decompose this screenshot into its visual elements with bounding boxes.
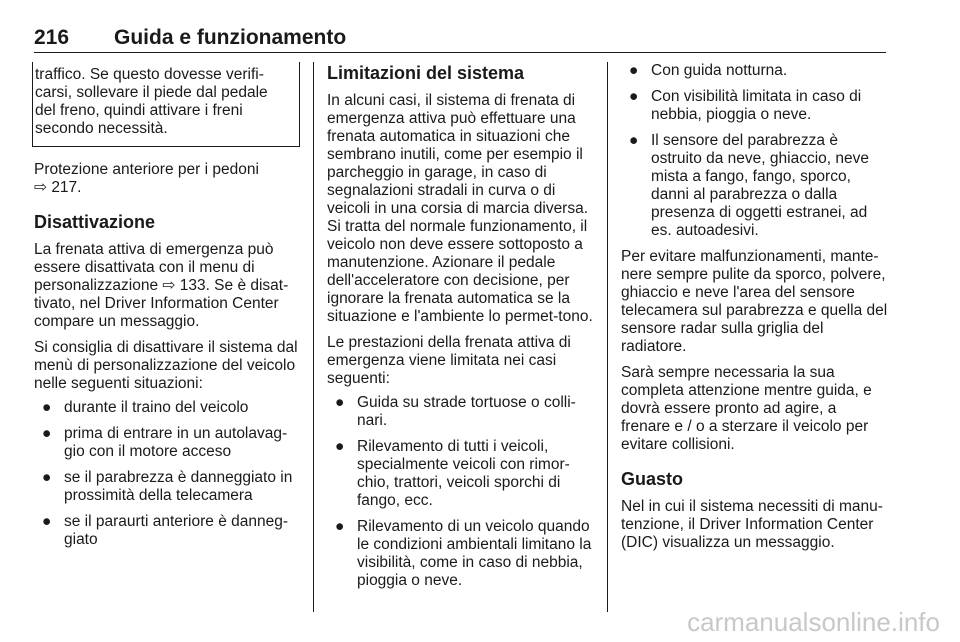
bullet-icon: ● <box>42 399 52 416</box>
column-divider <box>607 62 608 612</box>
watermark: carmanualsonline.info <box>687 607 940 637</box>
deactivation-heading: Disattivazione <box>34 212 156 232</box>
recommendation-paragraph: Si consiglia di disattivare il sistema dal menù di personalizzazione del veicolo nelle seguenti situazioni: <box>34 339 298 392</box>
bullet-icon: ● <box>42 425 52 442</box>
arrow-right-icon: ⇨ <box>34 179 47 196</box>
fault-paragraph: Nel in cui il sistema necessiti di manu-tenzione, il Driver Information Center (DIC) visualizza un messaggio. <box>621 498 883 551</box>
arrow-right-icon: ⇨ <box>162 277 176 294</box>
note-text: traffico. Se questo dovesse verifi-carsi, sollevare il piede dal pedale del freno, quindi attivare i freni secondo necessità. <box>35 66 268 137</box>
list-item: ● se il parabrezza è danneggiato in prossimità della telecamera <box>42 469 293 504</box>
bullet-icon: ● <box>42 513 52 530</box>
section-title: Guida e funzionamento <box>114 26 347 49</box>
bullet-icon: ● <box>335 394 345 411</box>
fault-heading: Guasto <box>621 469 684 489</box>
list-item: ● Con visibilità limitata in caso di nebbia, pioggia o neve. <box>629 88 862 123</box>
bullet-icon: ● <box>629 88 639 105</box>
list-item: ● Rilevamento di tutti i veicoli, specialmente veicoli con rimor-chio, trattori, veicoli sporchi di fango, ecc. <box>335 438 570 509</box>
bullet-icon: ● <box>629 62 639 79</box>
deactivation-text-a: La frenata attiva di emergenza può essere disattivata con il menu di personalizzazione <box>34 241 274 294</box>
limitations-heading: Limitazioni del sistema <box>327 63 525 83</box>
list-item: ● se il paraurti anteriore è danneg-giato <box>42 513 289 548</box>
bullet-icon: ● <box>335 518 345 535</box>
list-item: ● durante il traino del veicolo <box>42 399 249 416</box>
limitations-paragraph: In alcuni casi, il sistema di frenata di emergenza attiva può effettuare una frenata automatica in situazioni che sembrano inutili, come per esempio il parcheggio in garage, in caso di segnalazioni stradali in curva o di veicoli in una corsia di marcia diversa. Si tratta del normale funzionamento, il veicolo non deve essere sottoposto a manutenzione. Azionare il pedale dell'acceleratore con decisione, per ignorare la frenata automatica se la situazione e l'ambiente lo permet-tono. <box>327 92 593 325</box>
pedestrian-reference <box>34 161 300 197</box>
page-number: 216 <box>34 26 70 49</box>
pedestrian-text: Protezione anteriore per i pedoni <box>34 161 259 178</box>
list-item: ● Con guida notturna. <box>629 62 788 79</box>
bullet-icon: ● <box>42 469 52 486</box>
bullet-icon: ● <box>629 132 639 149</box>
column-1 <box>34 62 300 557</box>
note-box <box>32 62 300 147</box>
conditions-list <box>621 62 889 240</box>
bullet-icon: ● <box>335 438 345 455</box>
column-3 <box>621 62 889 552</box>
deactivation-paragraph <box>34 241 300 331</box>
list-item: ● Rilevamento di un veicolo quando le condizioni ambientali limitano la visibilità, come in caso di nebbia, pioggia o neve. <box>335 518 592 589</box>
situations-list <box>34 399 300 549</box>
list-item: ● Guida su strade tortuose o colli-nari. <box>335 394 576 429</box>
attention-paragraph: Sarà sempre necessaria la sua completa attenzione mentre guida, e dovrà essere pronto ad agire, a frenare e / o a sterzare il veicolo per evitare collisioni. <box>621 364 872 453</box>
column-2 <box>327 62 595 598</box>
list-item: ● prima di entrare in un autolavag-gio con il motore acceso <box>42 425 288 460</box>
performance-paragraph: Le prestazioni della frenata attiva di emergenza viene limitata nei casi seguenti: <box>327 334 571 387</box>
deactivation-text-b: 133. Se è disat-tivato, nel Driver Information Center compare un messaggio. <box>34 277 289 330</box>
maintenance-paragraph: Per evitare malfunzionamenti, mante-nere sempre pulite da sporco, polvere, ghiaccio e neve l'area del sensore telecamera sul parabrezza e quella del sensore radar sulla griglia del radiatore. <box>621 248 888 355</box>
limitations-list <box>327 394 595 590</box>
pedestrian-page-ref[interactable]: 217. <box>51 179 82 196</box>
page-header <box>34 26 886 53</box>
column-divider <box>313 62 314 612</box>
list-item: ● Il sensore del parabrezza è ostruito da neve, ghiaccio, neve mista a fango, fango, sporco, danni al parabrezza o dalla presenza di oggetti estranei, ad es. autoadesivi. <box>629 132 869 239</box>
